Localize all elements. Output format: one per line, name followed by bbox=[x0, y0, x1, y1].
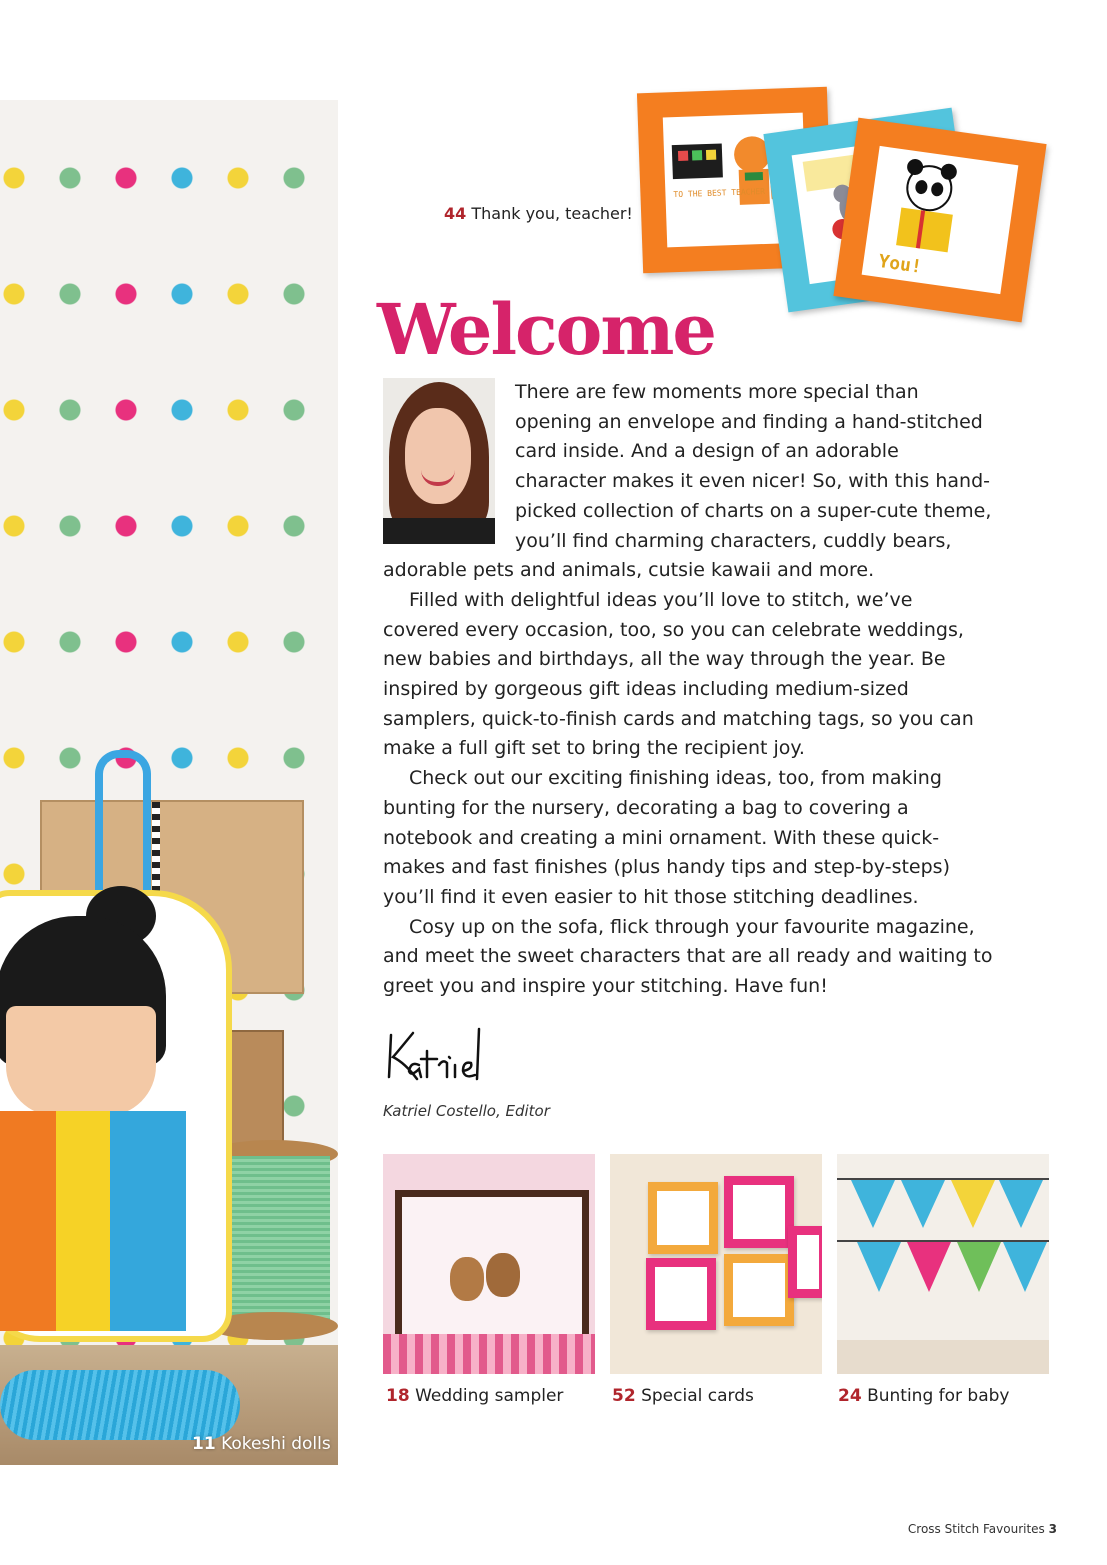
caption-label: Wedding sampler bbox=[415, 1386, 564, 1406]
bunting-photo bbox=[837, 1154, 1049, 1374]
caption-label: Thank you, teacher! bbox=[471, 204, 633, 223]
editor-signature bbox=[383, 1015, 523, 1089]
blue-skein bbox=[0, 1370, 240, 1440]
signature-text: Katriel bbox=[383, 1015, 387, 1016]
page-footer bbox=[908, 1522, 1057, 1536]
page-number-ref: 44 bbox=[444, 204, 467, 223]
page-number: 3 bbox=[1048, 1522, 1057, 1536]
caption-wedding bbox=[386, 1386, 563, 1406]
caption-label: Special cards bbox=[641, 1386, 754, 1406]
page-number-ref: 24 bbox=[838, 1386, 862, 1406]
editor-name: Katriel Costello, Editor bbox=[383, 1102, 550, 1120]
special-cards-photo bbox=[610, 1154, 822, 1374]
caption-label: Bunting for baby bbox=[867, 1386, 1010, 1406]
paragraph: Check out our exciting finishing ideas, too, from making bunting for the nursery, decorating a bag to covering a notebook and creating a mini ornament. With these quick-makes and fast finishes (plus handy tips and step-by-steps) you’ll find it even easier to hit those stitching deadlines. bbox=[383, 767, 950, 908]
panda-stitch-icon bbox=[862, 146, 1019, 294]
caption-kokeshi bbox=[192, 1434, 331, 1454]
paragraph: There are few moments more special than opening an envelope and finding a hand-stitched card inside. And a design of an adorable character makes it even nicer! So, with this hand-picked collection of charts on a super-cute theme, you’ll find charming characters, cuddly bears, adorable pets and animals, cutsie kawaii and more. bbox=[383, 381, 992, 582]
card-text: You! bbox=[877, 250, 924, 278]
teacher-card-panda bbox=[833, 118, 1046, 323]
page-number-ref: 18 bbox=[386, 1386, 410, 1406]
card-text: TO THE BEST TEACHER bbox=[673, 186, 766, 200]
paragraph: Cosy up on the sofa, flick through your favourite magazine, and meet the sweet characters that are all ready and waiting to greet you and inspire your stitching. Have fun! bbox=[383, 915, 993, 998]
caption-cards bbox=[612, 1386, 754, 1406]
caption-label: Kokeshi dolls bbox=[221, 1434, 331, 1454]
page-number-ref: 11 bbox=[192, 1434, 216, 1454]
page-number-ref: 52 bbox=[612, 1386, 636, 1406]
welcome-body bbox=[383, 378, 993, 1002]
caption-teacher bbox=[444, 204, 633, 223]
page-title: Welcome bbox=[377, 288, 715, 371]
kokeshi-cushion bbox=[0, 890, 232, 1342]
magazine-name: Cross Stitch Favourites bbox=[907, 1522, 1045, 1536]
caption-bunting bbox=[838, 1386, 1010, 1406]
paragraph: Filled with delightful ideas you’ll love to stitch, we’ve covered every occasion, too, so you can celebrate weddings, new babies and birthdays, all the way through the year. Be inspired by gorgeous gift ideas including medium-sized samplers, quick-to-finish cards and matching tags, so you can make a full gift set to bring the recipient joy. bbox=[383, 588, 974, 760]
wedding-sampler-photo bbox=[383, 1154, 595, 1374]
kokeshi-photo bbox=[0, 100, 338, 1465]
